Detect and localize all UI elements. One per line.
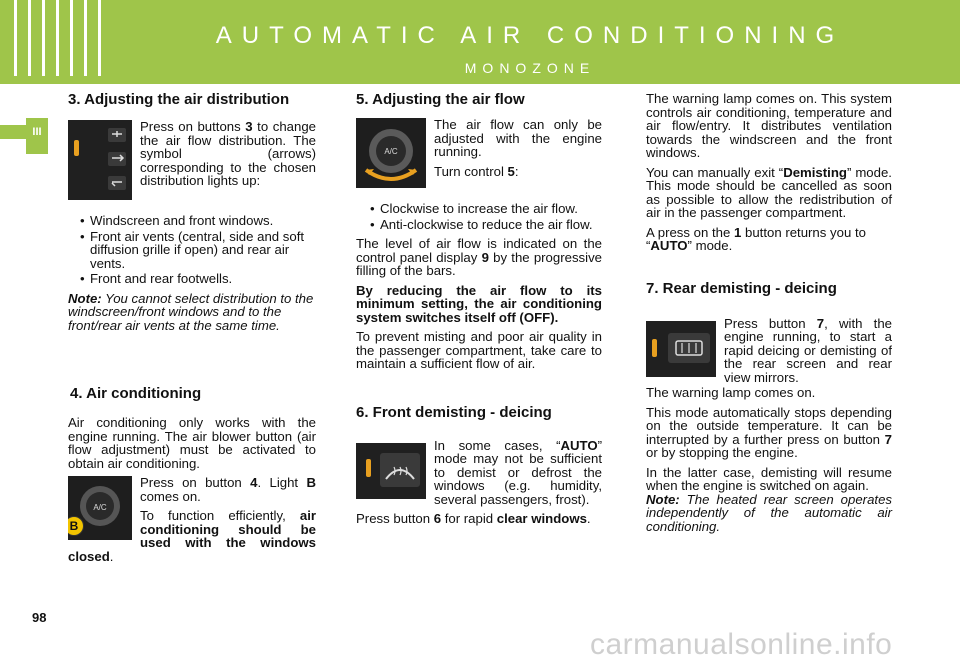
list-item: • Anti-clockwise to reduce the air flow. (366, 218, 602, 232)
section-5-paragraph-5: To prevent misting and poor air quality in the passenger compartment, take care to maintain a sufficient flow of air. (356, 329, 602, 371)
section-7-title: 7. Rear demisting - deicing (646, 279, 837, 297)
distribution-list (76, 214, 316, 286)
section-5-paragraph-3: The level of air flow is indicated on the control panel display 9 by the progressive filling of the bars. (356, 236, 602, 278)
section-5-paragraph-2: Turn control 5: (434, 163, 519, 179)
section-3-note: Note: You cannot select distribution to the windscreen/front windows and to the front/rear air vents at the same time. (68, 290, 314, 333)
knob-label: A/C (384, 147, 398, 156)
section-4-paragraph-3: To function efficiently, air conditioning should be used with the windows closed. (68, 508, 316, 564)
light-b-badge: B (68, 516, 84, 536)
section-7-paragraph-2: The warning lamp comes on. (646, 385, 816, 400)
page-header (0, 0, 960, 84)
header-stripe (84, 0, 87, 76)
rear-demist-icon (646, 321, 716, 377)
column-2 (356, 92, 602, 532)
air-flow-list (366, 202, 602, 231)
section-7-paragraph-4: In the latter case, demisting will resume when the engine is switched on again. (646, 464, 892, 493)
section-5-title: 5. Adjusting the air flow (356, 91, 525, 108)
list-item: • Clockwise to increase the air flow. (366, 202, 602, 216)
section-7-paragraph-1: Press button 7, with the engine running, to start a rapid deicing or demisting of the rear screen and rear view mirrors. (724, 316, 892, 385)
column-3-paragraph-2: You can manually exit “Demisting” mode. This mode should be cancelled as soon as possible to allow the redistribution of air in the passenger compartment. (646, 164, 892, 220)
section-5-paragraph-4: By reducing the air flow to its minimum setting, the air conditioning system switches itself off (OFF). (356, 282, 602, 325)
list-item: • Windscreen and front windows. (76, 214, 316, 228)
section-3-paragraph: Press on buttons 3 to change the air flow distribution. The symbol (arrows) corresponding to the chosen distribution lights up: (140, 120, 316, 188)
front-demist-button-image (356, 443, 426, 499)
page-subtitle: MONOZONE (464, 60, 596, 76)
front-demist-icon (356, 443, 426, 499)
column-1 (68, 92, 316, 569)
air-flow-knob-icon (356, 118, 426, 188)
rear-demist-button-image (646, 321, 716, 377)
air-conditioning-knob-image (68, 476, 132, 540)
section-4-paragraph-2: Press on button 4. Light B comes on. (140, 476, 316, 504)
section-7-note: Note: The heated rear screen operates independently of the automatic air conditioning. (646, 491, 892, 534)
distribution-buttons-image (68, 120, 132, 200)
header-stripe (42, 0, 45, 76)
column-3-paragraph-1: The warning lamp comes on. This system controls air conditioning, temperature and air flow/entry. It distributes ventilation towards the windscreen and the front windows. (646, 91, 892, 160)
column-3-paragraph-3: A press on the 1 button returns you to “AUTO” mode. (646, 224, 866, 253)
side-marker (0, 125, 26, 139)
section-5-paragraph-1: The air flow can only be adjusted with the engine running. (434, 118, 602, 159)
section-6-paragraph-2: Press button 6 for rapid clear windows. (356, 511, 591, 526)
section-6-title: 6. Front demisting - deicing (356, 403, 552, 421)
svg-text:A/C: A/C (93, 503, 107, 512)
chapter-tab: III (26, 118, 48, 154)
header-stripe (98, 0, 101, 76)
air-flow-knob-image (356, 118, 426, 188)
header-stripe (70, 0, 73, 76)
page-title: AUTOMATIC AIR CONDITIONING (215, 22, 845, 49)
section-4-paragraph-1: Air conditioning only works with the engine running. The air blower button (air flow adjustment) must be activated to obtain air conditioning. (68, 415, 316, 471)
page-number: 98 (32, 610, 47, 625)
header-stripe (14, 0, 17, 76)
section-3-title: 3. Adjusting the air distribution (68, 91, 290, 108)
section-4-title: 4. Air conditioning (70, 385, 202, 402)
section-7-paragraph-3: This mode automatically stops depending on the outside temperature. It can be interrupted by a further press on button 7 or by stopping the engine. (646, 404, 892, 460)
list-item: • Front air vents (central, side and soft diffusion grille if open) and rear air vents. (76, 230, 316, 271)
section-6-paragraph-1: In some cases, “AUTO” mode may not be sufficient to demist or defrost the windows (e.g. humidity, several passengers, frost). (434, 438, 602, 507)
list-item: • Front and rear footwells. (76, 272, 316, 286)
distribution-buttons-icon (68, 120, 132, 200)
header-stripe (28, 0, 31, 76)
watermark: carmanualsonline.info (590, 628, 893, 661)
column-3 (646, 92, 892, 539)
header-stripe (56, 0, 59, 76)
